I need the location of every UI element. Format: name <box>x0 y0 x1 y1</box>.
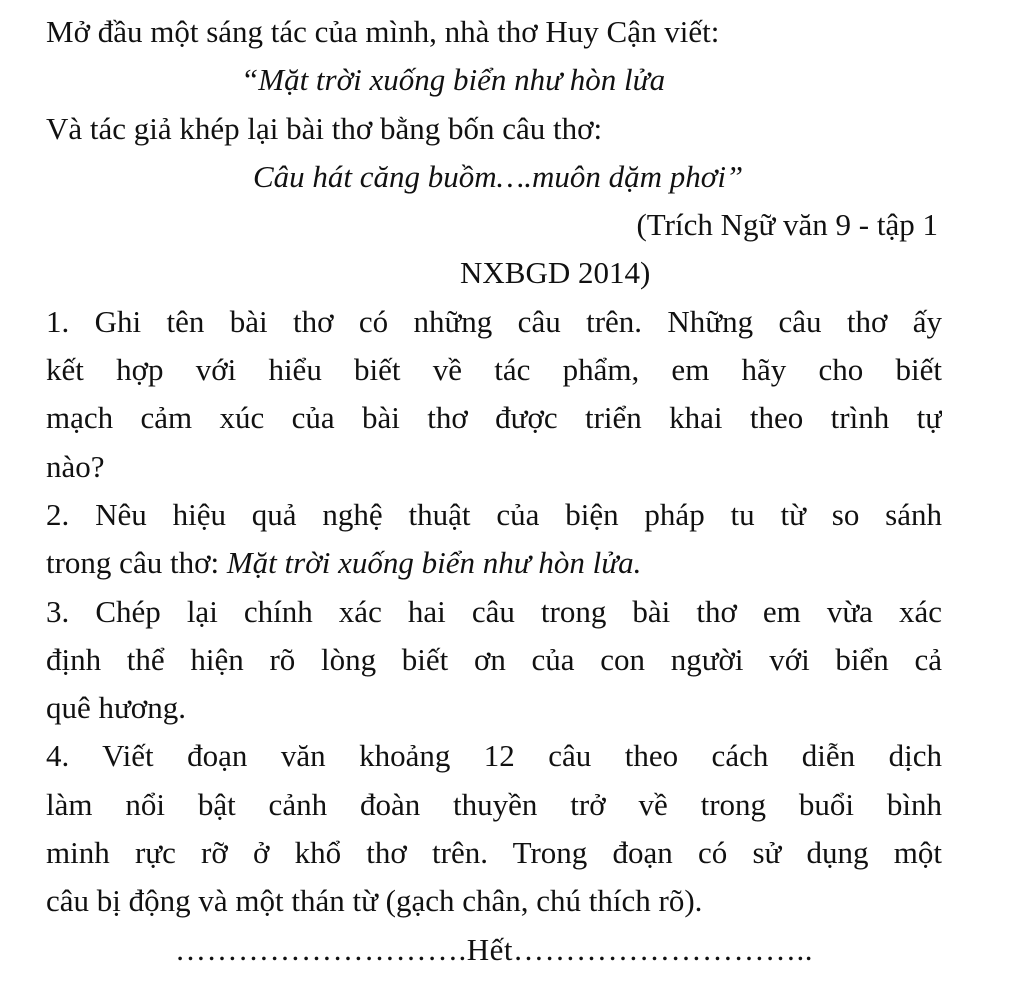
question-1-line-3: mạch cảm xúc của bài thơ được triển khai theo trình tự <box>46 400 942 436</box>
poem-quote-closing: Câu hát căng buồm….muôn dặm phơi” <box>253 158 744 194</box>
question-2-line-2 <box>46 539 942 587</box>
question-4-line-3: minh rực rỡ ở khổ thơ trên. Trong đoạn có sử dụng một <box>46 835 942 871</box>
question-3-line-3: quê hương. <box>46 690 186 726</box>
question-2-prefix: trong câu thơ: <box>46 545 227 581</box>
question-2-line-1: 2. Nêu hiệu quả nghệ thuật của biện pháp tu từ so sánh <box>46 496 942 532</box>
exam-document <box>46 8 942 974</box>
end-marker: ……………………….Hết……………………….. <box>174 931 813 967</box>
source-citation-line-2: NXBGD 2014) <box>460 255 651 291</box>
source-citation-line-1: (Trích Ngữ văn 9 - tập 1 <box>636 207 938 243</box>
question-1-line-4: nào? <box>46 448 105 484</box>
poem-quote-opening: “Mặt trời xuống biển như hòn lửa <box>241 62 666 98</box>
question-2-quoted-verse: Mặt trời xuống biển như hòn lửa. <box>226 545 642 581</box>
question-1-line-2: kết hợp với hiểu biết về tác phẩm, em hãy cho biết <box>46 352 942 388</box>
question-4-line-1: 4. Viết đoạn văn khoảng 12 câu theo cách diễn dịch <box>46 738 942 774</box>
question-3-line-2: định thể hiện rõ lòng biết ơn của con người với biển cả <box>46 641 942 677</box>
intro-line-2: Và tác giả khép lại bài thơ bằng bốn câu thơ: <box>46 110 603 146</box>
question-4-line-2: làm nổi bật cảnh đoàn thuyền trở về trong buổi bình <box>46 786 942 822</box>
intro-line-1: Mở đầu một sáng tác của mình, nhà thơ Huy Cận viết: <box>46 14 720 49</box>
question-1-line-1: 1. Ghi tên bài thơ có những câu trên. Những câu thơ ấy <box>46 303 942 339</box>
question-3-line-1: 3. Chép lại chính xác hai câu trong bài thơ em vừa xác <box>46 593 942 629</box>
question-4-line-4: câu bị động và một thán từ (gạch chân, chú thích rõ). <box>46 883 703 919</box>
